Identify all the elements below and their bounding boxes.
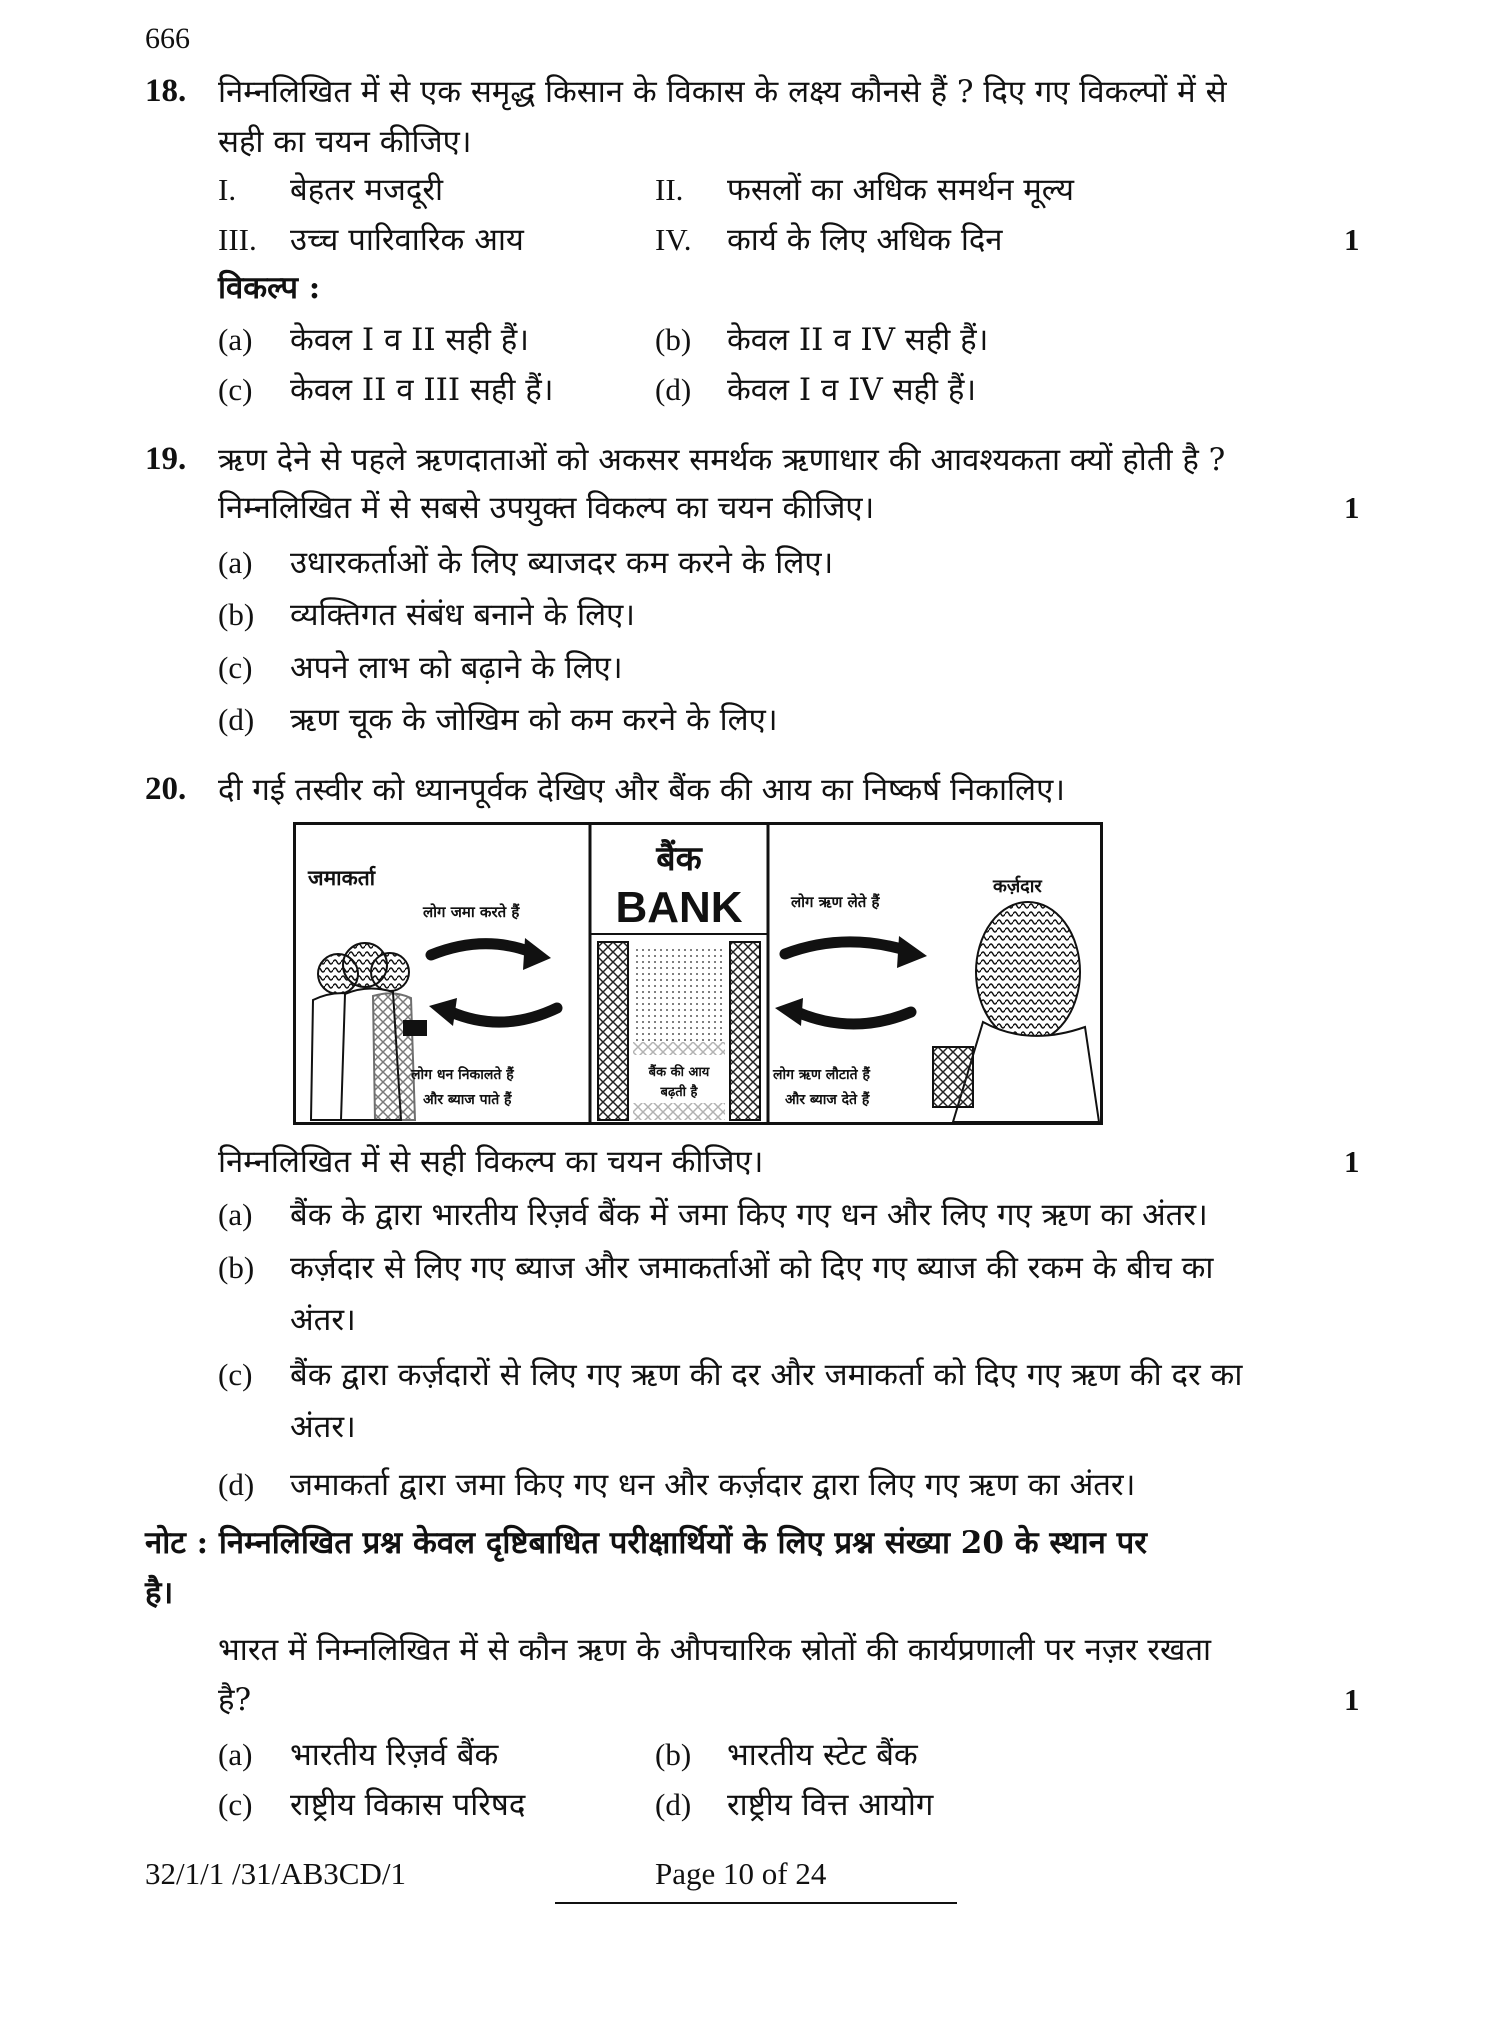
marks: 1 xyxy=(1344,222,1360,257)
options-label: विकल्प : xyxy=(218,270,321,306)
bank-interior xyxy=(633,947,725,1042)
option-text: केवल II व III सही हैं। xyxy=(290,372,554,408)
option-label: (b) xyxy=(218,1250,255,1285)
option-label: (d) xyxy=(218,1467,255,1502)
option-label: (c) xyxy=(218,650,253,685)
page-number: 666 xyxy=(145,22,190,55)
option-text: भारतीय रिज़र्व बैंक xyxy=(290,1737,499,1773)
bank-income-line1: बैंक की आय xyxy=(648,1065,710,1080)
bank-income-line2: बढ़ती है xyxy=(660,1085,698,1100)
page-indicator: Page 10 of 24 xyxy=(655,1856,827,1891)
option-label: (b) xyxy=(655,1737,692,1772)
option-text: केवल I व II सही हैं। xyxy=(290,322,529,358)
paper-code: 32/1/1 /31/AB3CD/1 xyxy=(145,1856,406,1891)
marks: 1 xyxy=(1344,490,1360,525)
option-label: (d) xyxy=(655,372,692,407)
note-text: नोट : निम्नलिखित प्रश्न केवल दृष्टिबाधित परीक्षार्थियों के लिए प्रश्न संख्या 20 के स्थान पर xyxy=(145,1525,1147,1561)
marks: 1 xyxy=(1344,1144,1360,1179)
bank-label-hindi: बैंक xyxy=(656,839,702,879)
footer-rule xyxy=(555,1902,957,1904)
option-label: (a) xyxy=(218,545,253,580)
option-text: व्यक्तिगत संबंध बनाने के लिए। xyxy=(290,597,636,633)
option-label: (c) xyxy=(218,1787,253,1822)
option-text: केवल II व IV सही हैं। xyxy=(727,322,989,358)
option-label: (b) xyxy=(218,597,255,632)
depositor-label: जमाकर्ता xyxy=(308,866,376,890)
option-label: (a) xyxy=(218,1737,253,1772)
question-number: 18. xyxy=(145,73,187,109)
loan-label: लोग ऋण लेते हैं xyxy=(791,893,880,911)
bank-pillar-right xyxy=(730,942,760,1120)
option-label: (c) xyxy=(218,1357,253,1392)
option-text: जमाकर्ता द्वारा जमा किए गए धन और कर्ज़दार द्वारा लिए गए ऋण का अंतर। xyxy=(290,1467,1136,1503)
item-text: कार्य के लिए अधिक दिन xyxy=(727,222,1003,258)
option-text: राष्ट्रीय विकास परिषद xyxy=(290,1787,526,1823)
question-number: 20. xyxy=(145,771,187,807)
item-text: बेहतर मजदूरी xyxy=(290,172,444,208)
item-number: IV. xyxy=(655,222,692,257)
option-label: (d) xyxy=(655,1787,692,1822)
withdraw-label-line1: लोग धन निकालते हैं xyxy=(411,1067,514,1083)
question-number: 19. xyxy=(145,441,187,477)
option-text: उधारकर्ताओं के लिए ब्याजदर कम करने के लिए। xyxy=(290,545,834,581)
option-label: (a) xyxy=(218,322,253,357)
deposit-label: लोग जमा करते हैं xyxy=(423,903,520,921)
repay-label-line2: और ब्याज देते हैं xyxy=(785,1092,870,1108)
option-text: राष्ट्रीय वित्त आयोग xyxy=(727,1787,934,1823)
option-text: केवल I व IV सही हैं। xyxy=(727,372,977,408)
question-text: निम्नलिखित में से सबसे उपयुक्त विकल्प का चयन कीजिए। xyxy=(218,490,875,526)
repay-label-line1: लोग ऋण लौटाते हैं xyxy=(773,1067,870,1083)
item-number: III. xyxy=(218,222,257,257)
option-text: भारतीय स्टेट बैंक xyxy=(727,1737,918,1773)
question-text: दी गई तस्वीर को ध्यानपूर्वक देखिए और बैंक की आय का निष्कर्ष निकालिए। xyxy=(218,772,1065,808)
note-text: है। xyxy=(145,1575,174,1611)
option-label: (c) xyxy=(218,372,253,407)
depositors-illustration xyxy=(311,943,427,1120)
item-number: II. xyxy=(655,172,684,207)
item-number: I. xyxy=(218,172,237,207)
option-label: (d) xyxy=(218,702,255,737)
question-text: सही का चयन कीजिए। xyxy=(218,124,472,160)
item-text: फसलों का अधिक समर्थन मूल्य xyxy=(727,172,1074,208)
borrower-label: कर्ज़दार xyxy=(993,876,1042,897)
option-text: अंतर। xyxy=(290,1409,356,1445)
bank-label-english: BANK xyxy=(615,883,743,932)
item-text: उच्च पारिवारिक आय xyxy=(290,222,524,258)
option-text: ऋण चूक के जोखिम को कम करने के लिए। xyxy=(290,702,778,738)
option-text: अपने लाभ को बढ़ाने के लिए। xyxy=(290,650,623,686)
question-text: निम्नलिखित में से एक समृद्ध किसान के विकास के लक्ष्य कौनसे हैं ? दिए गए विकल्पों में से xyxy=(218,74,1227,110)
option-label: (a) xyxy=(218,1197,253,1232)
option-label: (b) xyxy=(655,322,692,357)
question-text: है? xyxy=(218,1682,252,1718)
option-text: अंतर। xyxy=(290,1302,356,1338)
bank-flow-figure xyxy=(293,822,1103,1125)
bank-pillar-left xyxy=(598,942,628,1120)
option-text: कर्ज़दार से लिए गए ब्याज और जमाकर्ताओं को दिए गए ब्याज की रकम के बीच का xyxy=(290,1250,1214,1286)
question-text: भारत में निम्नलिखित में से कौन ऋण के औपचारिक स्रोतों की कार्यप्रणाली पर नज़र रखता xyxy=(218,1632,1212,1668)
option-text: बैंक के द्वारा भारतीय रिज़र्व बैंक में जमा किए गए धन और लिए गए ऋण का अंतर। xyxy=(290,1197,1208,1233)
marks: 1 xyxy=(1344,1682,1360,1717)
question-text: ऋण देने से पहले ऋणदाताओं को अकसर समर्थक ऋणाधार की आवश्यकता क्यों होती है ? xyxy=(218,442,1226,478)
instruction-text: निम्नलिखित में से सही विकल्प का चयन कीजिए। xyxy=(218,1144,764,1180)
withdraw-label-line2: और ब्याज पाते हैं xyxy=(423,1092,512,1108)
option-text: बैंक द्वारा कर्ज़दारों से लिए गए ऋण की दर और जमाकर्ता को दिए गए ऋण की दर का xyxy=(290,1357,1243,1393)
